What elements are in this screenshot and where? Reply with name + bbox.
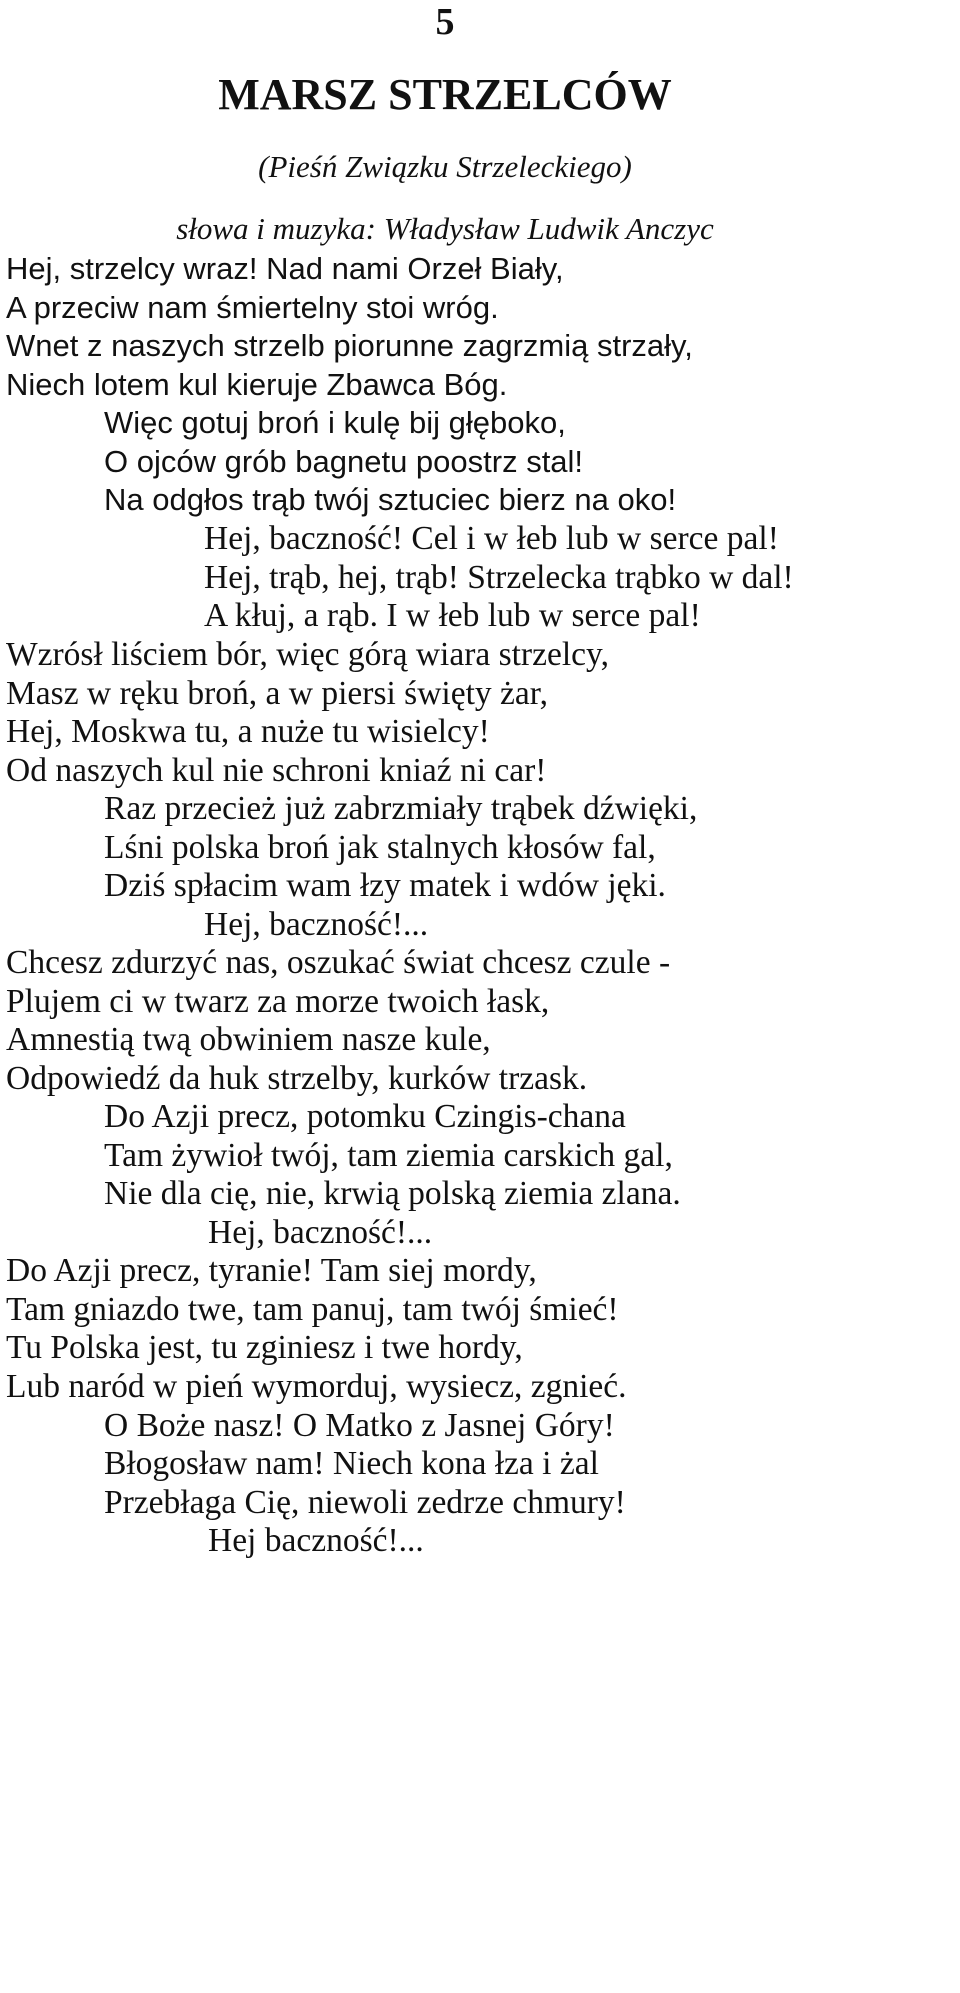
poem-line: Hej, Moskwa tu, a nuże tu wisielcy! xyxy=(6,713,490,750)
poem-line: Błogosław nam! Niech kona łza i żal xyxy=(104,1445,599,1482)
poem-line: Amnestią twą obwiniem nasze kule, xyxy=(6,1021,491,1058)
poem-line: O ojców grób bagnetu poostrz stal! xyxy=(104,444,584,479)
poem-line: Wzrósł liściem bór, więc górą wiara strzelcy, xyxy=(6,636,609,673)
poem-line: Masz w ręku broń, a w piersi święty żar, xyxy=(6,675,548,712)
poem-line: Przebłaga Cię, niewoli zedrze chmury! xyxy=(104,1484,626,1521)
poem-line: Od naszych kul nie schroni kniaź ni car! xyxy=(6,752,547,789)
poem-line: Wnet z naszych strzelb piorunne zagrzmią strzały, xyxy=(6,328,693,363)
poem-line: Hej, baczność!... xyxy=(204,906,429,943)
song-subtitle: (Pieśń Związku Strzeleckiego) xyxy=(258,149,632,184)
song-title: MARSZ STRZELCÓW xyxy=(218,70,672,119)
poem-line: Niech lotem kul kieruje Zbawca Bóg. xyxy=(6,367,508,402)
poem-line: Plujem ci w twarz za morze twoich łask, xyxy=(6,983,550,1020)
poem-line: Dziś spłacim wam łzy matek i wdów jęki. xyxy=(104,867,666,904)
poem-line: Tam żywioł twój, tam ziemia carskich gal, xyxy=(104,1137,673,1174)
poem-line: Hej baczność!... xyxy=(208,1522,424,1559)
poem-line: Lśni polska broń jak stalnych kłosów fal, xyxy=(104,829,656,866)
song-credit: słowa i muzyka: Władysław Ludwik Anczyc xyxy=(176,211,714,246)
poem-line: Raz przecież już zabrzmiały trąbek dźwięki, xyxy=(104,790,698,827)
poem-line: Chcesz zdurzyć nas, oszukać świat chcesz czule - xyxy=(6,944,671,981)
poem-line: Do Azji precz, potomku Czingis-chana xyxy=(104,1098,626,1135)
poem-line: Nie dla cię, nie, krwią polską ziemia zlana. xyxy=(104,1175,681,1212)
poem-line: Hej, trąb, hej, trąb! Strzelecka trąbko w dal! xyxy=(204,559,794,596)
poem-line: Tam gniazdo twe, tam panuj, tam twój śmieć! xyxy=(6,1291,619,1328)
poem-line: Do Azji precz, tyranie! Tam siej mordy, xyxy=(6,1252,537,1289)
poem-line: Hej, baczność! Cel i w łeb lub w serce pal! xyxy=(204,520,779,557)
poem-line: Lub naród w pień wymorduj, wysiecz, zgnieć. xyxy=(6,1368,627,1405)
poem-line: Więc gotuj broń i kulę bij głęboko, xyxy=(104,405,566,440)
poem-line: Hej, strzelcy wraz! Nad nami Orzeł Biały, xyxy=(6,251,564,286)
poem-line: Odpowiedź da huk strzelby, kurków trzask. xyxy=(6,1060,588,1097)
poem-line: Tu Polska jest, tu zginiesz i twe hordy, xyxy=(6,1329,523,1366)
page-number: 5 xyxy=(435,1,455,43)
poem-line: Na odgłos trąb twój sztuciec bierz na oko! xyxy=(104,482,677,517)
poem-line: A przeciw nam śmiertelny stoi wróg. xyxy=(6,290,499,325)
poem-line: A kłuj, a rąb. I w łeb lub w serce pal! xyxy=(204,597,701,634)
poem-line: Hej, baczność!... xyxy=(208,1214,433,1251)
poem-line: O Boże nasz! O Matko z Jasnej Góry! xyxy=(104,1407,615,1444)
